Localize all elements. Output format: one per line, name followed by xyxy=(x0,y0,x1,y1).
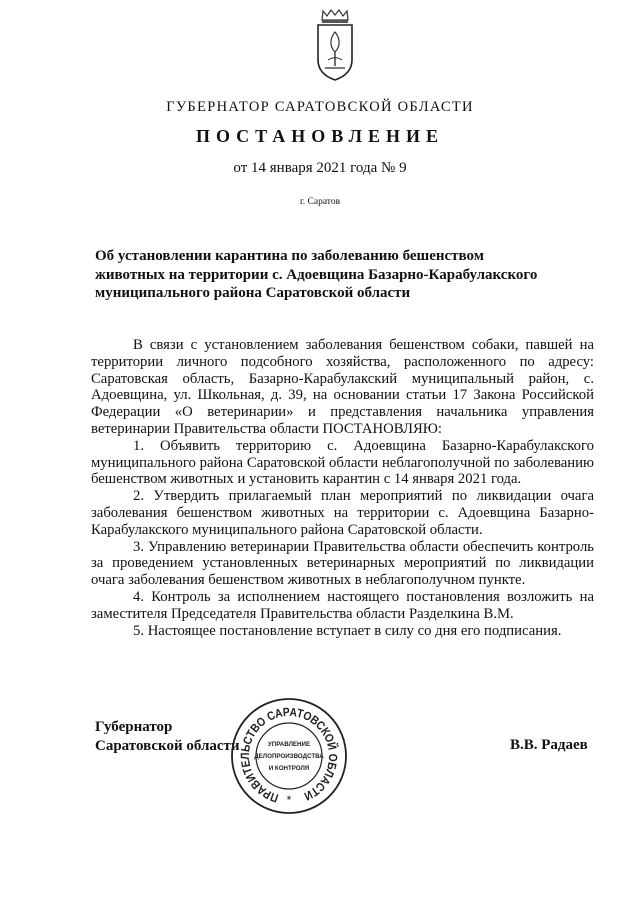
stamp-star: * xyxy=(286,793,292,807)
clause-paragraph: 3. Управлению ветеринарии Правительства области обеспечить контроль за проведением установленных ветеринарных мероприятий по ликвидации очага заболевания бешенством животных в неблагополучном пункте. xyxy=(91,538,594,589)
clause-paragraph: 4. Контроль за исполнением настоящего постановления возложить на заместителя Председателя Правительства области Разделкина В.М. xyxy=(91,588,594,622)
document-body xyxy=(91,337,594,639)
issuing-authority: ГУБЕРНАТОР САРАТОВСКОЙ ОБЛАСТИ xyxy=(166,99,474,115)
signatory-title-line: Губернатор xyxy=(95,719,173,735)
coat-of-arms-icon xyxy=(315,8,355,82)
subject-line: животных на территории с. Адоевщина Базарно-Карабулакского xyxy=(95,266,538,283)
signatory-title-line: Саратовской области xyxy=(95,738,240,754)
document-type-title: ПОСТАНОВЛЕНИЕ xyxy=(195,126,445,146)
stamp-inner-line: УПРАВЛЕНИЕ xyxy=(267,741,311,748)
stamp-inner-line: ДЕЛОПРОИЗВОДСТВА xyxy=(254,753,324,760)
date-and-number: от 14 января 2021 года № 9 xyxy=(233,160,407,176)
issue-city: г. Саратов xyxy=(299,197,341,207)
clause-paragraph: 1. Объявить территорию с. Адоевщина Базарно-Карабулакского муниципального района Саратовской области неблагополучной по заболеванию бешенством животных и установить карантин с 14 января 2021 года. xyxy=(91,437,594,488)
preamble-paragraph: В связи с установлением заболевания бешенством собаки, павшей на территории личного подсобного хозяйства, расположенного по адресу: Саратовская область, Базарно-Карабулакский муниципальный район, с. Адоевщина, ул. Школьная, д. 39, на основании статьи 17 Закона Российской Федерации «О ветеринарии» и представления начальника управления ветеринарии Правительства области ПОСТАНОВЛЯЮ: xyxy=(91,337,594,437)
clause-paragraph: 5. Настоящее постановление вступает в силу со дня его подписания. xyxy=(133,622,562,639)
stamp-inner-line: И КОНТРОЛЯ xyxy=(268,765,310,772)
signatory-name: В.В. Радаев xyxy=(510,737,588,753)
clause-paragraph: 2. Утвердить прилагаемый план мероприятий по ликвидации очага заболевания бешенством животных на территории с. Адоевщина Базарно-Карабулакского муниципального района Саратовской области. xyxy=(91,488,594,538)
official-stamp-icon xyxy=(229,696,349,814)
document-subject xyxy=(95,247,565,303)
subject-line: муниципального района Саратовской области xyxy=(95,285,411,301)
subject-line: Об установлении карантина по заболеванию бешенством xyxy=(95,248,484,264)
signatory-title xyxy=(95,718,240,756)
stamp-ring-text: ПРАВИТЕЛЬСТВО САРАТОВСКОЙ ОБЛАСТИ xyxy=(237,704,341,806)
